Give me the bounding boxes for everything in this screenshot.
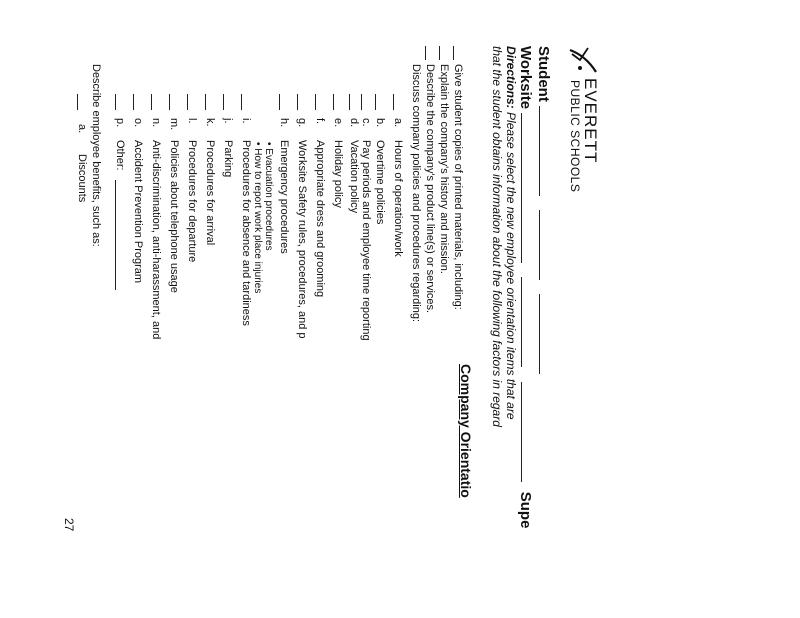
top-item: Discuss company policies and procedures regarding:	[410, 64, 422, 323]
checkbox-line[interactable]	[453, 46, 454, 60]
policy-letter: e.	[332, 118, 344, 128]
policy-letter: b.	[374, 118, 386, 128]
policy-item: Overtime policies	[374, 140, 386, 225]
policy-item: Appropriate dress and grooming	[314, 140, 326, 298]
directions-label: Directions:	[504, 46, 518, 109]
student-field[interactable]	[539, 106, 551, 196]
policy-item: Hours of operation/work	[392, 140, 404, 257]
directions-text-1: Please select the new employee orientation items that are	[504, 108, 518, 420]
policy-item: Pay periods and employee time reporting	[360, 140, 372, 341]
student-label: Student	[535, 46, 552, 102]
everett-logo	[558, 46, 602, 246]
checkbox-line[interactable]	[115, 94, 116, 110]
logo-name: EVERETT	[581, 78, 600, 164]
checkbox-line[interactable]	[151, 94, 152, 110]
checkbox-line[interactable]	[133, 94, 134, 110]
policy-letter: i.	[240, 118, 252, 124]
policy-letter: h.	[278, 118, 290, 128]
policy-item: Other:	[114, 140, 126, 171]
worksite-field-3[interactable]	[521, 382, 533, 482]
policy-item: Policies about telephone usage	[168, 140, 180, 293]
checkbox-line[interactable]	[361, 94, 362, 110]
policy-letter: m.	[168, 118, 180, 131]
policy-letter: n.	[150, 118, 162, 128]
logo-subtitle: PUBLIC SCHOOLS	[568, 80, 582, 193]
policy-letter: j.	[222, 118, 234, 124]
student-field-2[interactable]	[539, 210, 551, 280]
student-row	[535, 46, 552, 374]
rotated-form	[62, 34, 606, 618]
policy-item: Procedures for arrival	[204, 140, 216, 246]
student-field-3[interactable]	[539, 294, 551, 374]
checkbox-line[interactable]	[187, 94, 188, 110]
benefit-letter: a.	[76, 124, 88, 134]
worksite-row	[517, 46, 534, 528]
checkbox-line[interactable]	[279, 94, 280, 110]
checkbox-line[interactable]	[241, 94, 242, 110]
checkbox-line[interactable]	[375, 94, 376, 110]
benefit-item: Discounts	[76, 154, 88, 203]
policy-letter: f.	[314, 118, 326, 125]
policy-letter: l.	[186, 118, 198, 124]
policy-letter: k.	[204, 118, 216, 127]
bullet-item: • Evacuation procedures	[263, 142, 274, 251]
policy-item: Vacation policy	[348, 140, 360, 214]
supervisor-label: Supe	[517, 491, 534, 529]
bullet-text: How to report work place injuries	[252, 148, 263, 294]
policy-item: Procedures for absence and tardiness	[240, 140, 252, 326]
policy-letter: o.	[132, 118, 144, 128]
policy-letter: c.	[360, 118, 372, 127]
policy-item: Anti-discrimination, anti-harassment, and	[150, 140, 162, 340]
policy-letter: g.	[296, 118, 308, 128]
bullet-item: • How to report work place injuries	[252, 142, 263, 294]
policy-item: Parking	[222, 140, 234, 178]
worksite-field[interactable]	[521, 113, 533, 263]
checkbox-line[interactable]	[315, 94, 316, 110]
policy-item: Holiday policy	[332, 140, 344, 208]
swoosh-icon	[566, 46, 600, 76]
checkbox-line[interactable]	[205, 94, 206, 110]
policy-item: Procedures for departure	[186, 140, 198, 263]
policy-item: Worksite Safety rules, procedures, and p	[296, 140, 308, 339]
checkbox-line[interactable]	[169, 94, 170, 110]
worksite-label: Worksite	[517, 46, 534, 110]
checkbox-line[interactable]	[223, 94, 224, 110]
page-number: 27	[62, 518, 76, 532]
worksite-field-2[interactable]	[521, 277, 533, 367]
top-item: Describe the company's product line(s) or services.	[424, 64, 436, 314]
checkbox-line[interactable]	[333, 94, 334, 110]
policy-item: Accident Prevention Program	[132, 140, 144, 284]
benefits-intro: Describe employee benefits, such as:	[90, 64, 102, 247]
checkbox-line[interactable]	[297, 94, 298, 110]
bullet-text: Evacuation procedures	[263, 148, 274, 251]
checkbox-line[interactable]	[439, 46, 440, 60]
policy-item: Emergency procedures	[278, 140, 290, 254]
checkbox-line[interactable]	[393, 94, 394, 110]
directions-text-2: that the student obtains information about the following factors in regard	[490, 46, 504, 427]
section-title: Company Orientatio	[458, 364, 474, 498]
checkbox-line[interactable]	[425, 46, 426, 60]
other-field[interactable]	[115, 180, 116, 290]
checkbox-line[interactable]	[77, 94, 78, 110]
policy-letter: d.	[348, 118, 360, 128]
checkbox-line[interactable]	[349, 94, 350, 110]
policy-letter: a.	[392, 118, 404, 128]
policy-letter: p.	[114, 118, 126, 128]
top-item: Explain the company's history and mission.	[438, 64, 450, 274]
top-item: Give student copies of printed materials, including:	[452, 64, 464, 310]
directions	[490, 46, 518, 618]
